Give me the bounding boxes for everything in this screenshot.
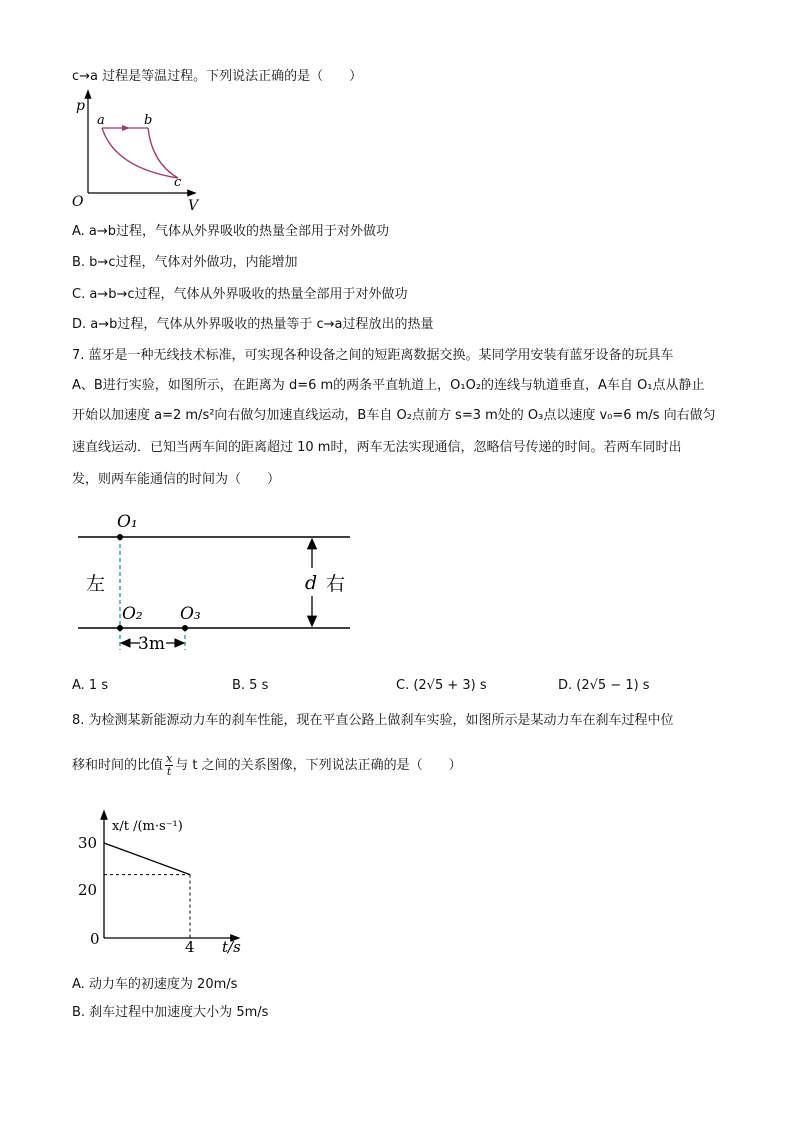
q8-line-2-post: 与 t 之间的关系图像，下列说法正确的是（ ） bbox=[175, 758, 462, 773]
y-tick-20: 20 bbox=[78, 881, 98, 899]
q7-line-5: 发，则两车能通信的时间为（ ） bbox=[72, 472, 281, 487]
q8-line-2-pre: 移和时间的比值 bbox=[72, 758, 164, 773]
left-label: 左 bbox=[86, 573, 106, 595]
distance-label: 3m bbox=[138, 634, 165, 654]
q7-line-2: A、B进行实验，如图所示，在距离为 d=6 m的两条平直轨道上，O₁O₂的连线与轨道垂直，A车自 O₁点从静止 bbox=[72, 378, 705, 393]
point-b: b bbox=[144, 113, 153, 128]
point-a: a bbox=[97, 113, 105, 128]
q7-option-b[interactable]: B. 5 s bbox=[232, 678, 269, 693]
y-tick-30: 30 bbox=[78, 834, 98, 852]
q7-line-1: 7. 蓝牙是一种无线技术标准，可实现各种设备之间的短距离数据交换。某同学用安装有蓝牙设备的玩具车 bbox=[72, 348, 674, 363]
o3-label: O₃ bbox=[180, 604, 201, 624]
right-label: 右 bbox=[326, 573, 346, 595]
fraction-denominator: t bbox=[166, 765, 172, 778]
q7-option-a[interactable]: A. 1 s bbox=[72, 678, 109, 693]
q6-stem-tail: c→a 过程是等温过程。下列说法正确的是（ ） bbox=[72, 69, 363, 84]
q7-option-c[interactable]: C. (2√5 + 3) s bbox=[396, 678, 487, 693]
q6-option-d[interactable]: D. a→b过程，气体从外界吸收的热量等于 c→a过程放出的热量 bbox=[72, 317, 434, 332]
d-label: d bbox=[305, 572, 318, 594]
chart-ylabel: x/t /(m·s⁻¹) bbox=[112, 819, 183, 834]
origin-label: O bbox=[72, 194, 84, 210]
x-tick-4: 4 bbox=[185, 938, 195, 956]
fraction-numerator: x bbox=[166, 752, 173, 765]
data-line bbox=[104, 843, 190, 875]
y-tick-0: 0 bbox=[90, 930, 100, 948]
q8-line-1: 8. 为检测某新能源动力车的刹车性能，现在平直公路上做刹车实验，如图所示是某动力车在刹车过程中位 bbox=[72, 713, 674, 728]
p-label: p bbox=[76, 98, 85, 114]
q6-option-b[interactable]: B. b→c过程，气体对外做功，内能增加 bbox=[72, 255, 298, 270]
q7-option-d[interactable]: D. (2√5 − 1) s bbox=[558, 678, 650, 693]
v-label: V bbox=[188, 198, 199, 214]
o2-label: O₂ bbox=[122, 604, 143, 624]
q7-line-3: 开始以加速度 a=2 m/s²向右做匀加速直线运动，B车自 O₂点前方 s=3 m处的 O₃点以速度 v₀=6 m/s 向右做匀 bbox=[72, 408, 716, 423]
point-c: c bbox=[174, 175, 182, 190]
q8-option-b[interactable]: B. 刹车过程中加速度大小为 5m/s bbox=[72, 1005, 269, 1020]
q8-option-a[interactable]: A. 动力车的初速度为 20m/s bbox=[72, 977, 238, 992]
q7-line-4: 速直线运动．已知当两车间的距离超过 10 m时，两车无法实现通信，忽略信号传递的时间。若两车同时出 bbox=[72, 440, 682, 455]
q6-option-a[interactable]: A. a→b过程，气体从外界吸收的热量全部用于对外做功 bbox=[72, 224, 390, 239]
chart-xlabel: t/s bbox=[222, 938, 241, 956]
q6-option-c[interactable]: C. a→b→c过程，气体从外界吸收的热量全部用于对外做功 bbox=[72, 287, 408, 302]
o1-label: O₁ bbox=[117, 512, 138, 532]
